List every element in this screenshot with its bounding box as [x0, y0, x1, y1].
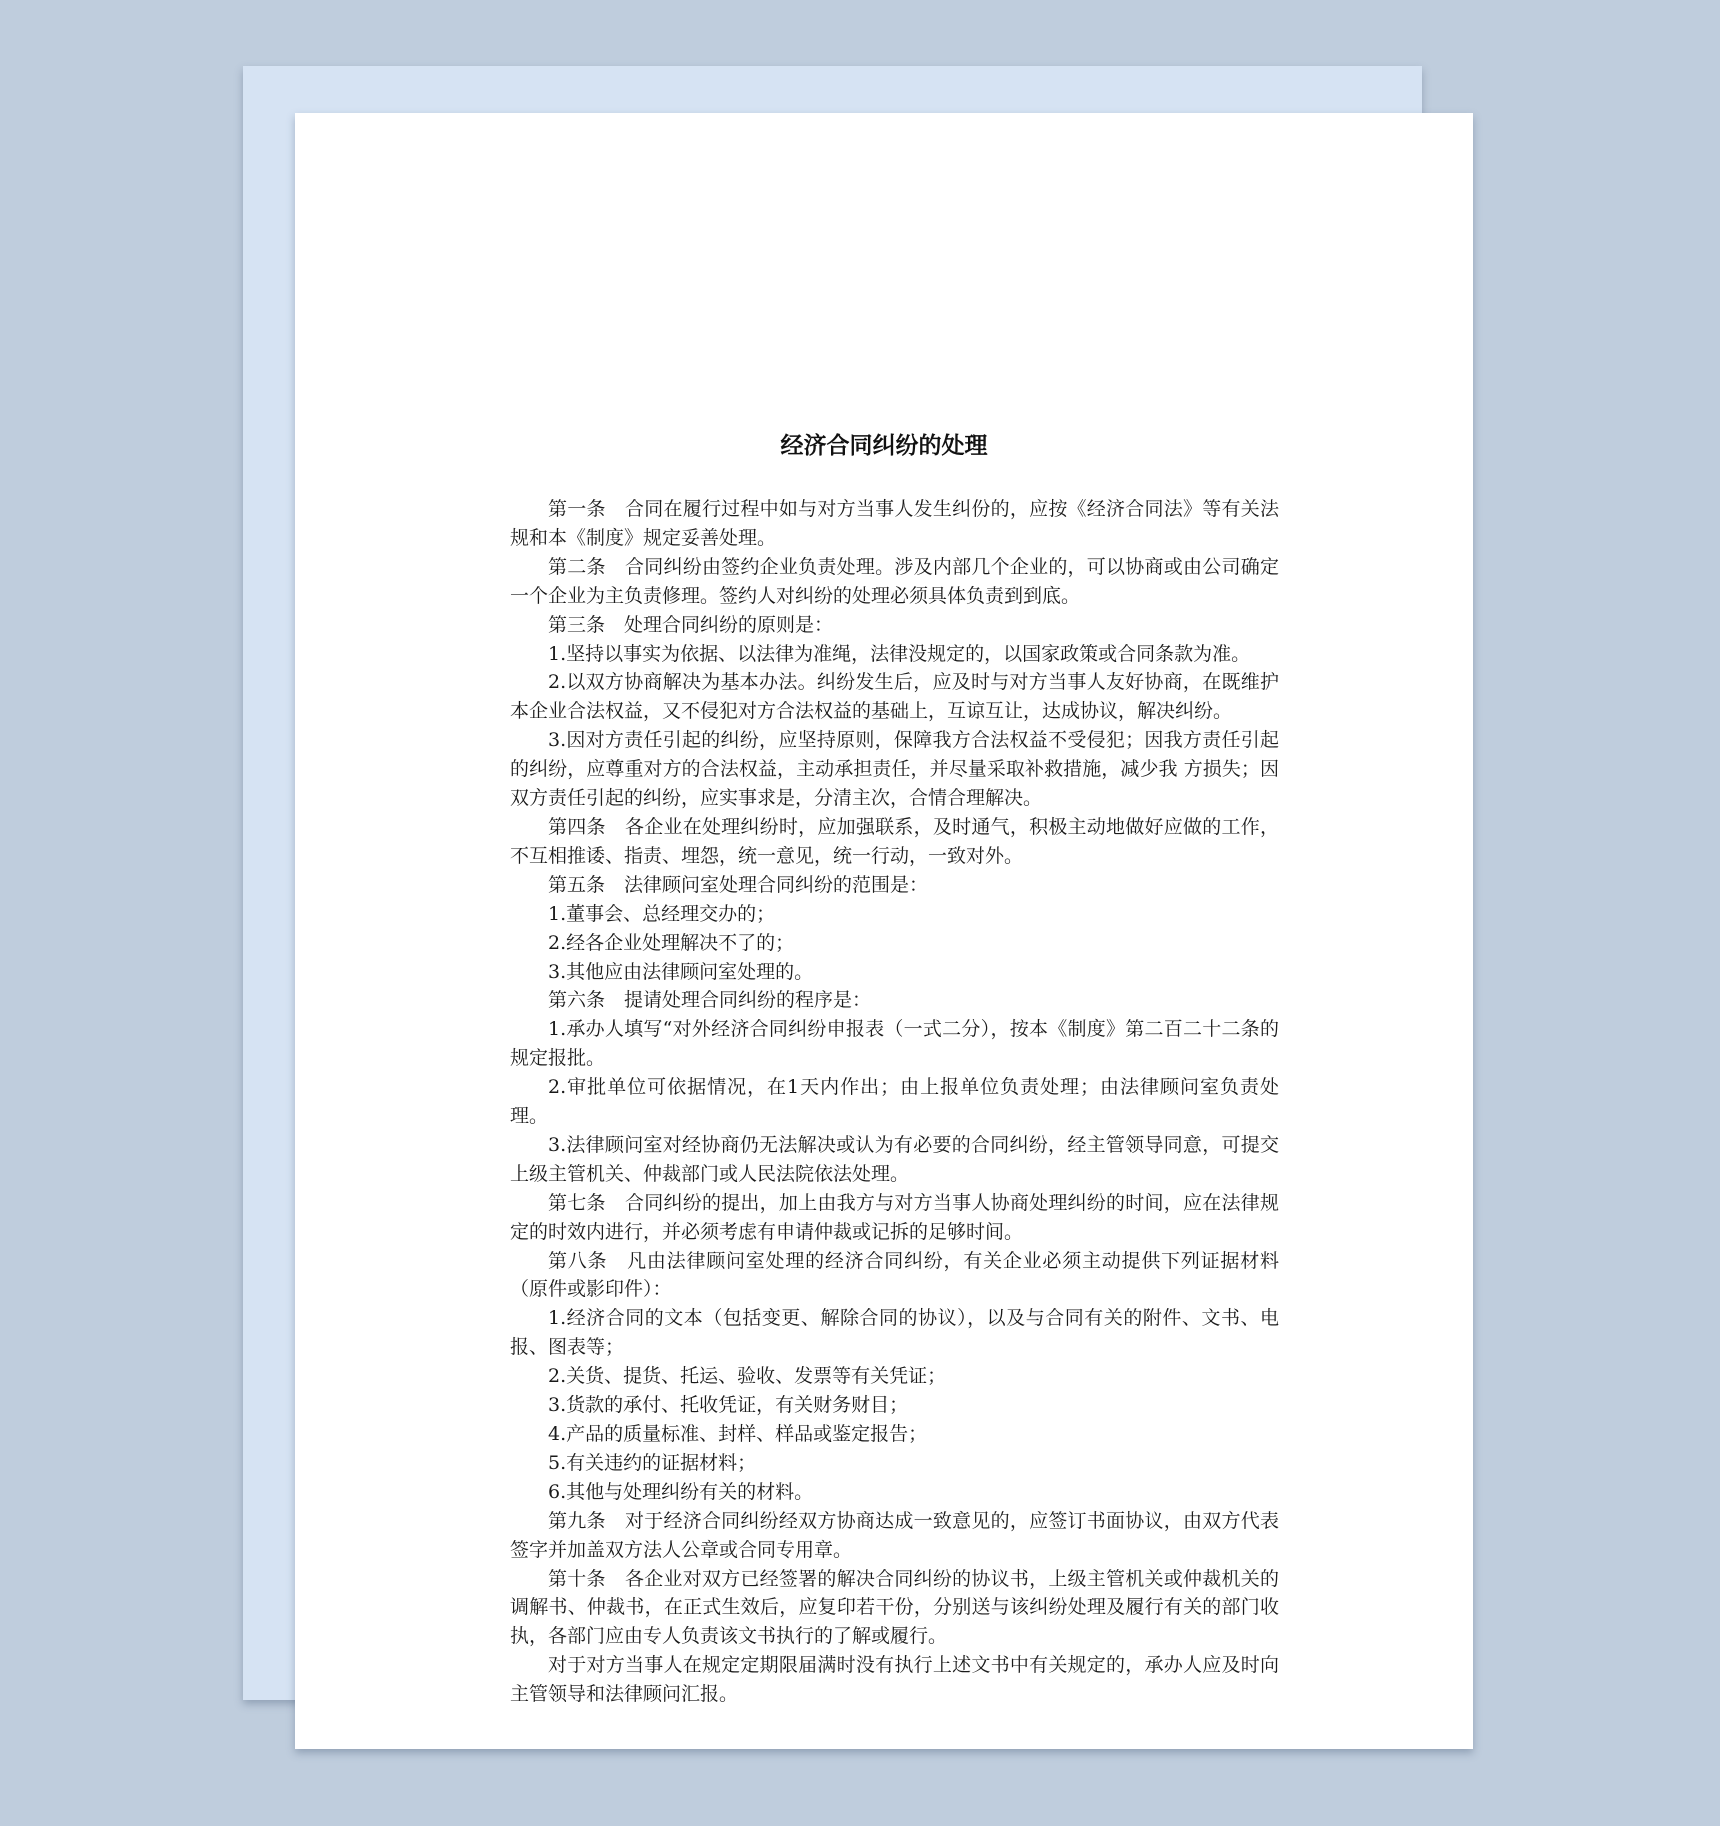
paragraph: 3.其他应由法律顾问室处理的。: [548, 960, 814, 983]
document-body: [510, 495, 1279, 1709]
paragraph: 第四条 各企业在处理纠纷时，应加强联系，及时通气，积极主动地做好应做的工作，不互相推诿、指责、埋怨，统一意见，统一行动，一致对外。: [510, 815, 1279, 867]
document-page: [295, 113, 1473, 1749]
document-title: 经济合同纠纷的处理: [780, 432, 988, 459]
paragraph: 2.关货、提货、托运、验收、发票等有关凭证；: [548, 1365, 947, 1388]
paragraph: 3.法律顾问室对经协商仍无法解决或认为有必要的合同纠纷，经主管领导同意，可提交上级主管机关、仲裁部门或人民法院依法处理。: [510, 1133, 1279, 1185]
paragraph: 第三条 处理合同纠纷的原则是：: [548, 613, 834, 636]
paragraph: 4.产品的质量标准、封样、样品或鉴定报告；: [548, 1423, 928, 1445]
paragraph: 第八条 凡由法律顾问室处理的经济合同纠纷，有关企业必须主动提供下列证据材料（原件或影印件）：: [510, 1249, 1279, 1301]
paragraph: 第七条 合同纠纷的提出，加上由我方与对方当事人协商处理纠纷的时间，应在法律规定的时效内进行，并必须考虑有申请仲裁或记拆的足够时间。: [510, 1191, 1279, 1243]
paragraph: 1.承办人填写“对外经济合同纠纷申报表（一式二分），按本《制度》第二百二十二条的规定报批。: [510, 1018, 1279, 1070]
paragraph: 第十条 各企业对双方已经签署的解决合同纠纷的协议书，上级主管机关或仲裁机关的调解书、仲裁书，在正式生效后，应复印若干份，分别送与该纠纷处理及履行有关的部门收执，各部门应由专人负责该文书执行的了解或履行。: [510, 1567, 1279, 1648]
paragraph: 第二条 合同纠纷由签约企业负责处理。涉及内部几个企业的，可以协商或由公司确定一个企业为主负责修理。签约人对纠纷的处理必须具体负责到到底。: [510, 555, 1279, 607]
paragraph: 5.有关违约的证据材料；: [548, 1451, 757, 1474]
paragraph: 第六条 提请处理合同纠纷的程序是：: [548, 989, 872, 1012]
paragraph: 第一条 合同在履行过程中如与对方当事人发生纠份的，应按《经济合同法》等有关法规和本《制度》规定妥善处理。: [510, 498, 1279, 549]
paragraph: 6.其他与处理纠纷有关的材料。: [548, 1480, 814, 1503]
paragraph: 1.经济合同的文本（包括变更、解除合同的协议），以及与合同有关的附件、文书、电报、图表等；: [510, 1307, 1279, 1359]
paragraph: 对于对方当事人在规定定期限届满时没有执行上述文书中有关规定的，承办人应及时向主管领导和法律顾问汇报。: [510, 1654, 1279, 1706]
paragraph: 1.董事会、总经理交办的；: [548, 902, 776, 925]
paragraph: 3.货款的承付、托收凭证，有关财务财目；: [548, 1394, 909, 1417]
paragraph: 第九条 对于经济合同纠纷经双方协商达成一致意见的，应签订书面协议，由双方代表签字并加盖双方法人公章或合同专用章。: [510, 1509, 1279, 1561]
paragraph: 2.经各企业处理解决不了的；: [548, 931, 795, 954]
paragraph: 2.以双方协商解决为基本办法。纠纷发生后，应及时与对方当事人友好协商，在既维护本企业合法权益，又不侵犯对方合法权益的基础上，互谅互让，达成协议，解决纠纷。: [510, 671, 1279, 723]
paragraph: 第五条 法律顾问室处理合同纠纷的范围是：: [548, 873, 929, 896]
paragraph: 3.因对方责任引起的纠纷，应坚持原则，保障我方合法权益不受侵犯；因我方责任引起的纠纷，应尊重对方的合法权益，主动承担责任，并尽量采取补救措施，减少我 方损失；因双方责任引起的纠纷，应实事求是，分清主次，合情合理解决。: [510, 729, 1279, 810]
paragraph: 2.审批单位可依据情况，在1天内作出；由上报单位负责处理；由法律顾问室负责处理。: [510, 1076, 1279, 1128]
paragraph: 1.坚持以事实为依据、以法律为准绳，法律没规定的，以国家政策或合同条款为准。: [548, 642, 1251, 665]
